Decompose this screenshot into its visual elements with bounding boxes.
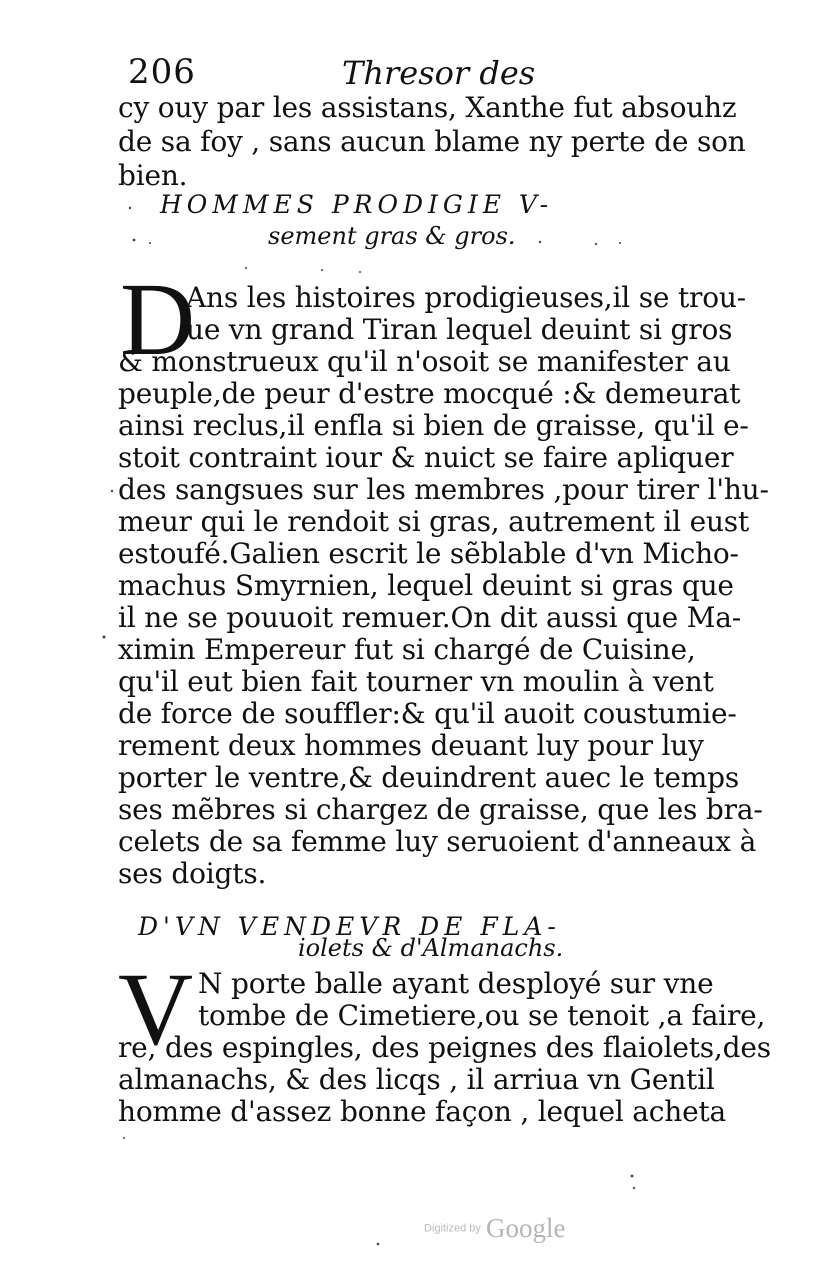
text-line: Ans les histoires prodigieuses,il se trou- [186, 281, 746, 314]
text-line: re, des espingles, des peignes des flaiolets,des [118, 1031, 771, 1064]
text-line: stoit contraint iour & nuict se faire apliquer [118, 441, 734, 474]
text-line: bien. [118, 159, 188, 192]
text-line: ximin Empereur fut si chargé de Cuisine, [118, 633, 696, 666]
text-line: machus Smyrnien, lequel deuint si gras que [118, 569, 734, 602]
text-line: estoufé.Galien escrit le sẽblable d'vn Micho- [118, 537, 739, 570]
text-line: homme d'assez bonne façon , lequel acheta [118, 1095, 727, 1128]
page-number: 206 [128, 52, 196, 92]
digitized-watermark [424, 1213, 565, 1244]
running-title: Thresor des [342, 54, 536, 92]
text-line: & monstrueux qu'il n'osoit se manifester au [118, 345, 731, 378]
text-line: de sa foy , sans aucun blame ny perte de son [118, 125, 746, 158]
text-line: tombe de Cimetiere,ou se tenoit ,a faire, [198, 999, 766, 1032]
section-subheading: iolets & d'Almanachs. [298, 934, 564, 962]
text-line: cy ouy par les assistans, Xanthe fut absouhz [118, 91, 737, 124]
text-line: ses mẽbres si chargez de graisse, que les bra- [118, 793, 763, 826]
text-line: ses doigts. [118, 857, 267, 890]
text-line: porter le ventre,& deuindrent auec le temps [118, 761, 740, 794]
text-line: celets de sa femme luy seruoient d'anneaux à [118, 825, 757, 858]
text-line: ainsi reclus,il enfla si bien de graisse, qu'il e- [118, 409, 749, 442]
text-line: almanachs, & des licqs , il arriua vn Gentil [118, 1063, 715, 1096]
text-line: qu'il eut bien fait tourner vn moulin à vent [118, 665, 714, 698]
watermark-logo: Google [485, 1213, 566, 1243]
watermark-prefix: Digitized by [424, 1222, 481, 1235]
drop-capital: V [118, 952, 194, 1067]
text-line: des sangsues sur les membres ,pour tirer l'hu- [118, 473, 769, 506]
section-subheading: sement gras & gros. [268, 222, 516, 250]
text-line: rement deux hommes deuant luy pour luy [118, 729, 704, 762]
section-heading: HOMMES PRODIGIE V- [160, 190, 554, 219]
section-heading: D'VN VENDEVR DE FLA- [138, 912, 561, 941]
text-line: peuple,de peur d'estre mocqué :& demeurat [118, 377, 741, 410]
text-line: N porte balle ayant desployé sur vne [198, 967, 714, 1000]
drop-capital: D [120, 262, 196, 377]
text-line: meur qui le rendoit si gras, autrement il eust [118, 505, 750, 538]
text-line: il ne se pouuoit remuer.On dit aussi que Ma- [118, 601, 741, 634]
text-line: de force de souffler:& qu'il auoit coustumie- [118, 697, 737, 730]
text-line: ue vn grand Tiran lequel deuint si gros [186, 313, 733, 346]
